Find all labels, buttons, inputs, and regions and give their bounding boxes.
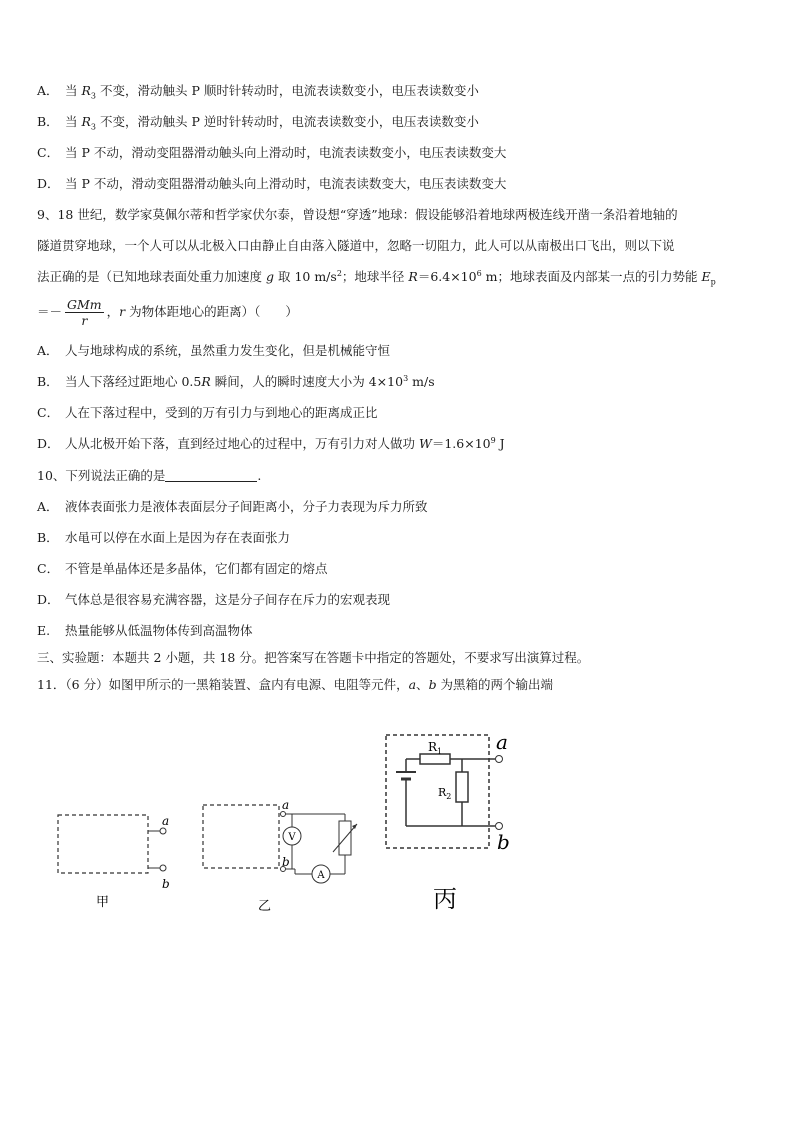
q9-option-a: A． 人与地球构成的系统，虽然重力发生变化，但是机械能守恒 xyxy=(37,343,391,358)
terminal-b xyxy=(496,823,503,830)
q9-stem-line2: 隧道贯穿地球，一个人可以从北极入口由静止自由落入隧道中，忽略一切阻力，此人可以从南极出口飞出，则以下说 xyxy=(37,238,675,253)
voltmeter-label: V xyxy=(288,832,296,843)
terminal-a xyxy=(160,828,166,834)
q8-option-c: C． 当 P 不动，滑动变阻器滑动触头向上滑动时，电流表读数变小，电压表读数变大 xyxy=(37,145,507,160)
q11-stem: 11．（6 分）如图甲所示的一黑箱装置、盒内有电源、电阻等元件，a、b 为黑箱的两个输出端 xyxy=(37,677,554,692)
q9-stem-line3: 法正确的是（已知地球表面处重力加速度 g 取 10 $m/s^2$；地球半径 $R=6.4\times 10^6$ m；地球表面及内部某一点的引力势能 $E_p$ xyxy=(37,268,716,287)
caption-yi: 乙 xyxy=(258,899,272,914)
label-b: b xyxy=(162,877,170,891)
resistor-r1 xyxy=(420,754,450,764)
label-r2: $R_2$ xyxy=(438,786,452,801)
resistor-r2 xyxy=(456,772,468,802)
label-a: a xyxy=(496,730,508,754)
label-a: a xyxy=(162,814,170,828)
figure-bing xyxy=(386,730,510,913)
caption-jia: 甲 xyxy=(96,895,110,910)
ammeter-label: A xyxy=(317,870,325,881)
q8-option-b: B． 当 $R_3$ 不变，滑动触头 P 逆时针转动时，电流表读数变小，电压表读数变小 xyxy=(37,114,479,132)
q10-option-c: C． 不管是单晶体还是多晶体，它们都有固定的熔点 xyxy=(37,561,328,576)
black-box xyxy=(203,805,279,868)
q10-option-d: D． 气体总是很容易充满容器，这是分子间存在斥力的宏观表现 xyxy=(37,592,391,607)
black-box xyxy=(58,815,148,873)
q10-option-a: A． 液体表面张力是液体表面层分子间距离小，分子力表现为斥力所致 xyxy=(37,499,428,514)
q10-option-e: E. 热量能够从低温物体传到高温物体 xyxy=(37,623,253,638)
q10-stem: 10、下列说法正确的是 . xyxy=(37,468,262,483)
label-r1: $R_1$ xyxy=(428,740,443,756)
q9-option-c: C． 人在下落过程中，受到的万有引力与到地心的距离成正比 xyxy=(37,405,378,420)
terminal-b xyxy=(160,865,166,871)
caption-bing: 丙 xyxy=(433,885,457,913)
section-3-heading: 三、实验题：本题共 2 小题，共 18 分。把答案写在答题卡中指定的答题处，不要求写出演算过程。 xyxy=(37,650,590,665)
figure-yi xyxy=(203,798,357,914)
q9-option-b: B． 当人下落经过距地心 0.5R 瞬间，人的瞬时速度大小为 $4\times 10^3$ m/s xyxy=(37,373,435,389)
q10-option-b: B． 水黾可以停在水面上是因为存在表面张力 xyxy=(37,530,291,545)
q9-stem-line4: ＝－ $\frac{\text{GMm}}{r}$ ，r 为物体距地心的距离）（ ） xyxy=(37,297,298,328)
terminal-a xyxy=(496,756,503,763)
q8-option-a: A． 当 $R_3$ 不变，滑动触头 P 顺时针转动时，电流表读数变小，电压表读数变小 xyxy=(37,83,479,101)
q9-option-d: D． 人从北极开始下落，直到经过地心的过程中，万有引力对人做功 $W=1.6\times 10^9$ J xyxy=(37,435,505,451)
figure-jia xyxy=(58,814,170,910)
label-a: a xyxy=(282,798,290,812)
terminal-a xyxy=(281,812,286,817)
label-b: b xyxy=(497,830,510,854)
potential-energy-fraction: $\frac{\text{GMm}}{r}$ xyxy=(67,297,102,328)
q9-stem-line1: 9、18 世纪，数学家莫佩尔蒂和哲学家伏尔泰，曾设想“穿透”地球：假设能够沿着地球两极连线开凿一条沿着地轴的 xyxy=(37,207,678,222)
label-b: b xyxy=(282,855,290,869)
q8-option-d: D． 当 P 不动，滑动变阻器滑动触头向上滑动时，电流表读数变大，电压表读数变大 xyxy=(37,176,507,191)
